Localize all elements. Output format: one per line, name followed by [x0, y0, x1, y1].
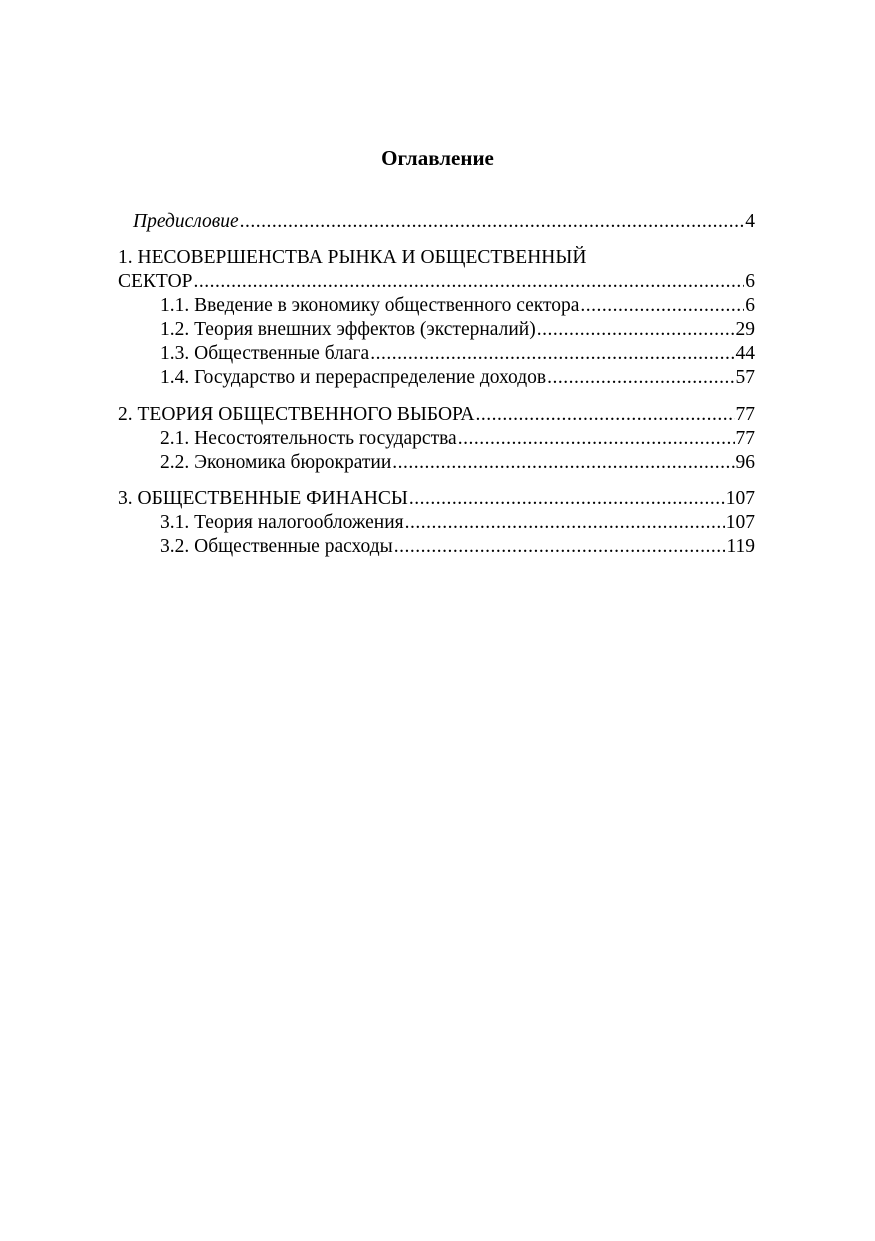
toc-page-number: 57 [735, 367, 755, 388]
toc-page-number: 4 [745, 211, 755, 232]
toc-entry-label: Предисловие [133, 211, 239, 232]
toc-entry-1-1[interactable] [160, 294, 755, 318]
dot-leader [394, 535, 726, 559]
toc-page-number: 96 [735, 452, 755, 473]
toc-entry-2-1[interactable] [160, 427, 755, 451]
toc-page-number: 44 [735, 343, 755, 364]
page-title: Оглавление [381, 146, 494, 170]
toc-entry-label: 2.2. Экономика бюрократии [160, 452, 392, 473]
dot-leader [458, 427, 735, 451]
toc-entry-2-2[interactable] [160, 451, 755, 475]
toc-page-number: 119 [726, 536, 755, 557]
toc-entry-1-3[interactable] [160, 342, 755, 366]
toc-entry-label: 1.4. Государство и перераспределение доходов [160, 367, 547, 388]
toc-page-number: 29 [735, 319, 755, 340]
toc-entry-label: 1.1. Введение в экономику общественного сектора [160, 295, 580, 316]
toc-entry-label: СЕКТОР [118, 271, 193, 292]
toc-entry-label: 3.2. Общественные расходы [160, 536, 393, 557]
toc-entry-1-4[interactable] [160, 366, 755, 390]
dot-leader [370, 342, 734, 366]
dot-leader [537, 318, 735, 342]
toc-page-number: 77 [735, 428, 755, 449]
toc-page-number: 6 [745, 295, 755, 316]
toc-entry-label: 1.3. Общественные блага [160, 343, 370, 364]
toc-page-number: 6 [745, 271, 755, 292]
dot-leader [392, 451, 734, 475]
dot-leader [580, 294, 744, 318]
toc-entry-label: 2.1. Несостоятельность государства [160, 428, 457, 449]
toc-entry-preface[interactable] [133, 210, 755, 234]
dot-leader [547, 366, 734, 390]
toc-entry-section2[interactable] [118, 403, 755, 427]
dot-leader [194, 270, 745, 294]
toc-entry-label: 3.1. Теория налогообложения [160, 512, 404, 533]
dot-leader [476, 403, 735, 427]
toc-page-number: 77 [735, 404, 755, 425]
toc-entry-label: 1.2. Теория внешних эффектов (экстерналий) [160, 319, 536, 340]
toc-entry-label: 2. ТЕОРИЯ ОБЩЕСТВЕННОГО ВЫБОРА [118, 404, 475, 425]
toc-entry-label: 3. ОБЩЕСТВЕННЫЕ ФИНАНСЫ [118, 488, 408, 509]
toc-entry-1-2[interactable] [160, 318, 755, 342]
toc-page-number: 107 [725, 512, 755, 533]
toc-entry-section1[interactable] [118, 270, 755, 294]
dot-leader [409, 487, 725, 511]
toc-entry-section3[interactable] [118, 487, 755, 511]
dot-leader [240, 210, 745, 234]
toc-entry-3-1[interactable] [160, 511, 755, 535]
toc-entry-3-2[interactable] [160, 535, 755, 559]
toc-section1-title-line1[interactable]: 1. НЕСОВЕРШЕНСТВА РЫНКА И ОБЩЕСТВЕННЫЙ [118, 247, 587, 268]
dot-leader [405, 511, 725, 535]
toc-page-number: 107 [725, 488, 755, 509]
